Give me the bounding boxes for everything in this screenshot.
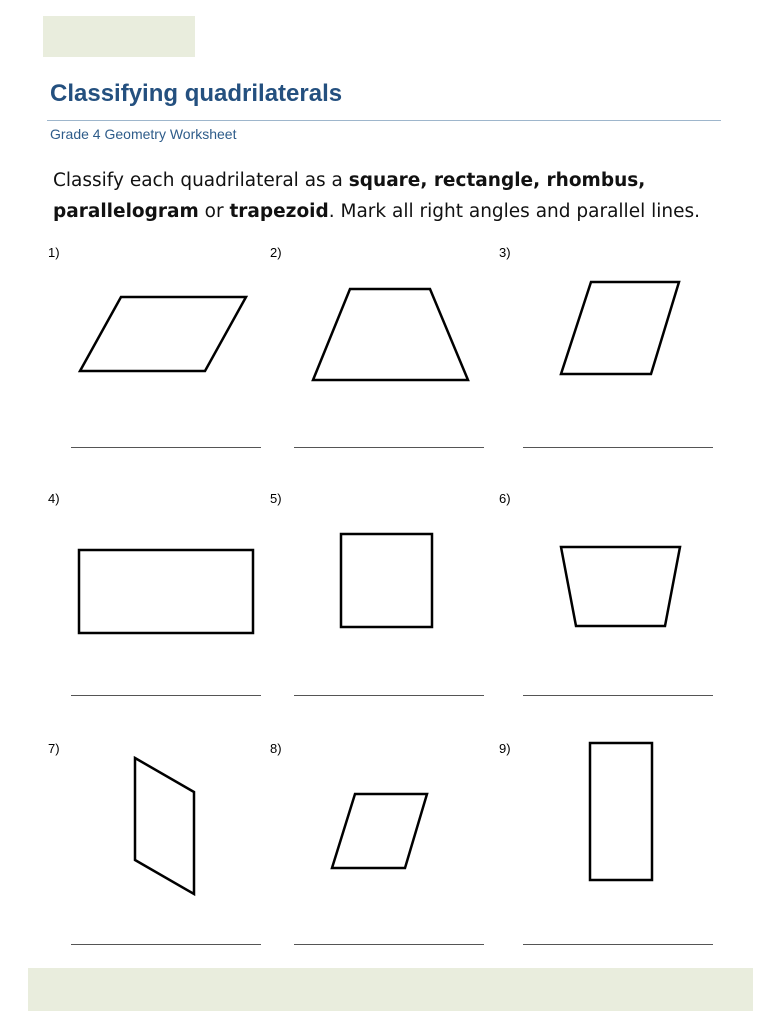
problem-number-9: 9) (499, 741, 511, 756)
shape-6-trapezoid (561, 547, 680, 626)
instructions-lead: Classify each quadrilateral as a (53, 170, 349, 191)
shape-1-parallelogram (80, 297, 246, 371)
instructions-tail: . Mark all right angles and parallel lines. (328, 201, 700, 222)
instructions-option-parallelogram: parallelogram (53, 201, 199, 222)
problem-number-6: 6) (499, 491, 511, 506)
shape-3-parallelogram (561, 282, 679, 374)
page-subtitle: Grade 4 Geometry Worksheet (50, 126, 237, 142)
problem-number-8: 8) (270, 741, 282, 756)
page-title: Classifying quadrilaterals (50, 80, 343, 107)
instructions-option-trapezoid: trapezoid (229, 201, 329, 222)
answer-line-1[interactable] (71, 447, 261, 448)
problem-number-2: 2) (270, 245, 282, 260)
answer-line-4[interactable] (71, 695, 261, 696)
answer-line-6[interactable] (523, 695, 713, 696)
instructions-options: square, rectangle, rhombus, (348, 170, 646, 191)
instructions-connector: or (198, 201, 230, 222)
problem-number-1: 1) (48, 245, 60, 260)
problem-number-4: 4) (48, 491, 60, 506)
answer-line-2[interactable] (294, 447, 484, 448)
answer-line-9[interactable] (523, 944, 713, 945)
footer-band (28, 968, 753, 1011)
shape-2-trapezoid (313, 289, 468, 380)
answer-line-3[interactable] (523, 447, 713, 448)
answer-line-8[interactable] (294, 944, 484, 945)
problem-number-3: 3) (499, 245, 511, 260)
shape-5-square (341, 534, 432, 627)
shape-7-parallelogram (135, 758, 194, 894)
problem-number-5: 5) (270, 491, 282, 506)
answer-line-7[interactable] (71, 944, 261, 945)
problem-number-7: 7) (48, 741, 60, 756)
shape-9-rectangle (590, 743, 652, 880)
shape-8-rhombus (332, 794, 427, 868)
shape-4-rectangle (79, 550, 253, 633)
answer-line-5[interactable] (294, 695, 484, 696)
